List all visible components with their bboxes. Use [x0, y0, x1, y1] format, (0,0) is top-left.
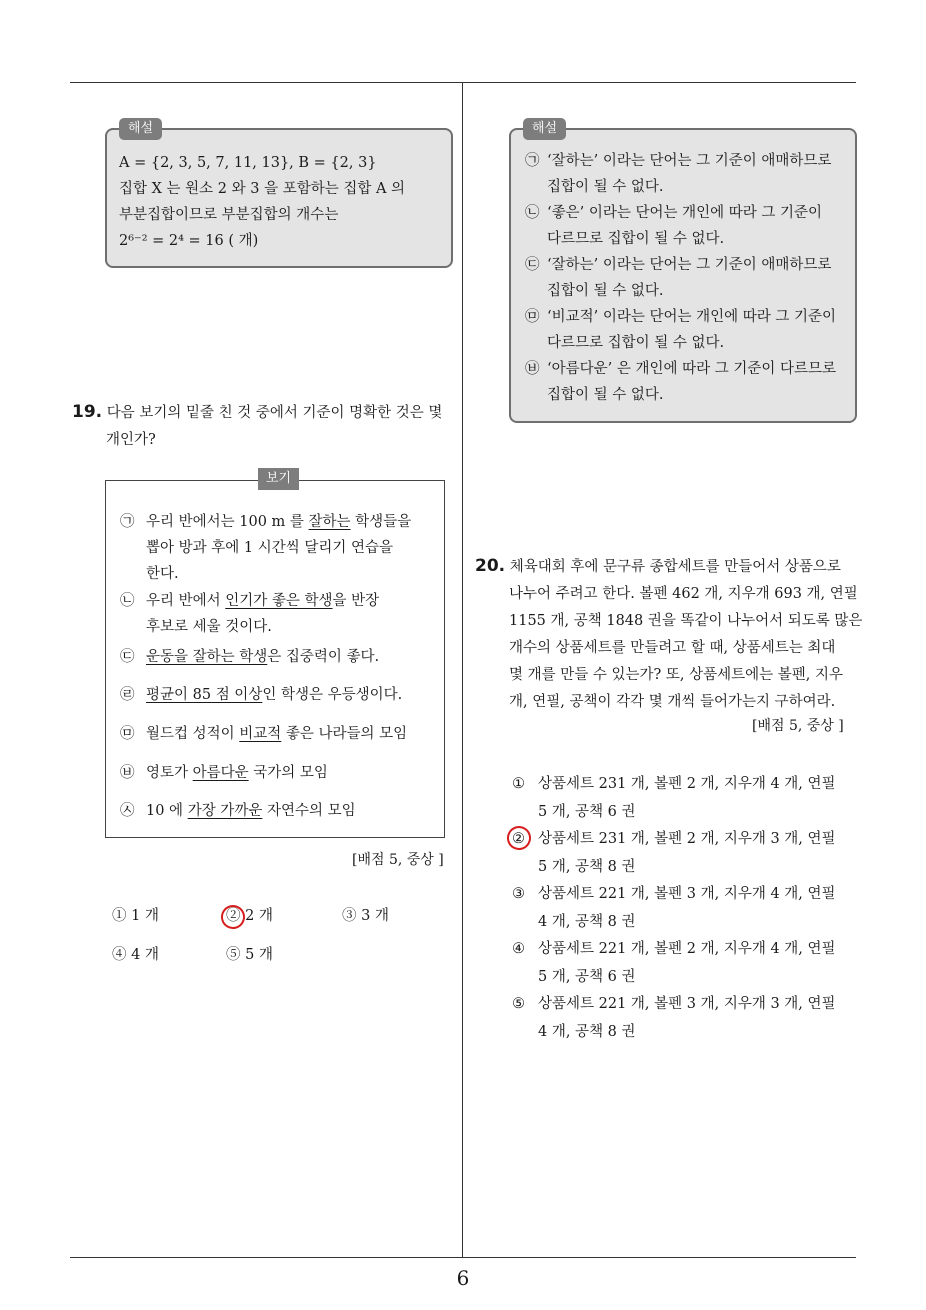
- choice-text: 상품세트 221 개, 볼펜 2 개, 지우개 4 개, 연필: [538, 941, 836, 957]
- choice-marker: ⑤: [512, 996, 525, 1012]
- item-marker: ㉤: [120, 726, 135, 742]
- item-text: 우리 반에서: [146, 593, 226, 609]
- solution-tag: 해설: [523, 118, 566, 140]
- solution-line: 2⁶⁻² = 2⁴ = 16 ( 개): [119, 233, 259, 249]
- choice-5[interactable]: [226, 942, 273, 968]
- option-1[interactable]: [512, 770, 852, 826]
- choice-text: 상품세트 221 개, 볼펜 3 개, 지우개 3 개, 연필: [538, 996, 836, 1012]
- option-2[interactable]: [512, 825, 852, 881]
- choice-marker: ④: [112, 947, 127, 963]
- example-item: [120, 588, 436, 640]
- item-text: 은 집중력이 좋다.: [267, 649, 380, 665]
- question-text: 체육대회 후에 문구류 종합세트를 만들어서 상품으로: [509, 559, 841, 575]
- underlined-phrase: 아름다운: [192, 765, 249, 781]
- item-text: 학생들을: [350, 514, 412, 530]
- item-marker: ㉠: [525, 153, 540, 169]
- choice-text: 4 개: [131, 947, 159, 963]
- choice-marker: ③: [512, 886, 525, 902]
- item-text: 을 반장: [332, 593, 380, 609]
- item-marker: ㉡: [525, 205, 540, 221]
- solution-text: 집합이 될 수 없다.: [547, 283, 664, 299]
- choice-text: 2 개: [245, 908, 273, 924]
- solution-tag: 해설: [119, 118, 162, 140]
- solution-text: ‘비교적’ 이라는 단어는 개인에 따라 그 기준이: [547, 309, 836, 325]
- choice-text: 5 개, 공책 8 권: [538, 859, 636, 875]
- example-item: [120, 798, 436, 824]
- question-text: 개수의 상품세트를 만들려고 할 때, 상품세트는 최대: [509, 640, 836, 656]
- item-text: 우리 반에서는 100 m 를: [146, 514, 309, 530]
- solution-text: 집합이 될 수 없다.: [547, 179, 664, 195]
- item-text: 뽑아 방과 후에 1 시간씩 달리기 연습을: [146, 540, 393, 556]
- example-item: [120, 682, 436, 708]
- item-text: 영토가: [146, 765, 193, 781]
- item-marker: ㉢: [525, 257, 540, 273]
- item-text: 국가의 모임: [248, 765, 328, 781]
- choice-marker: ③: [342, 908, 357, 924]
- solution-text: ‘좋은’ 이라는 단어는 개인에 따라 그 기준이: [547, 205, 822, 221]
- solution-item: [525, 148, 847, 200]
- underlined-phrase: 비교적: [239, 726, 282, 742]
- option-3[interactable]: [512, 880, 852, 936]
- underlined-phrase: 잘하는: [308, 514, 351, 530]
- option-4[interactable]: [512, 935, 852, 991]
- question-19: [72, 399, 457, 454]
- choice-marker: ①: [512, 776, 525, 792]
- item-marker: ㉤: [525, 309, 540, 325]
- choice-marker: ⑤: [226, 947, 241, 963]
- question-text: 몇 개를 만들 수 있는가? 또, 상품세트에는 볼펜, 지우: [509, 667, 844, 683]
- solution-text: 집합이 될 수 없다.: [547, 387, 664, 403]
- choice-marker: ②: [226, 908, 241, 924]
- choice-text: 5 개, 공책 6 권: [538, 804, 636, 820]
- item-marker: ㉥: [525, 361, 540, 377]
- item-text: 월드컵 성적이: [146, 726, 240, 742]
- question-text: 1155 개, 공책 1848 권을 똑같이 나누어서 되도록 많은: [509, 613, 863, 629]
- underlined-phrase: 운동을 잘하는 학생: [146, 649, 268, 665]
- choice-marker: ④: [512, 941, 525, 957]
- choice-text: 5 개: [245, 947, 273, 963]
- page-number: 6: [456, 1266, 470, 1290]
- underlined-phrase: 가장 가까운: [187, 803, 263, 819]
- bottom-rule: [70, 1257, 856, 1258]
- example-item: [120, 760, 436, 786]
- question-number: 20.: [475, 556, 506, 576]
- choice-3[interactable]: [342, 903, 389, 929]
- item-text: 좋은 나라들의 모임: [281, 726, 408, 742]
- choice-text: 상품세트 231 개, 볼펜 2 개, 지우개 3 개, 연필: [538, 831, 836, 847]
- choice-4[interactable]: [112, 942, 159, 968]
- option-5[interactable]: [512, 990, 852, 1046]
- solution-item: [525, 252, 847, 304]
- question-text: 개인가?: [106, 432, 156, 448]
- question-number: 19.: [72, 402, 103, 422]
- solution-line: 집합 X 는 원소 2 와 3 을 포함하는 집합 A 의: [119, 181, 406, 197]
- choice-text: 4 개, 공책 8 권: [538, 1024, 636, 1040]
- question-text: 나누어 주려고 한다. 볼펜 462 개, 지우개 693 개, 연필: [509, 586, 858, 602]
- choice-1[interactable]: [112, 903, 159, 929]
- item-marker: ㉠: [120, 514, 135, 530]
- solution-text: 다르므로 집합이 될 수 없다.: [547, 335, 725, 351]
- example-box: [105, 471, 445, 838]
- question-20: [475, 553, 863, 716]
- example-item: [120, 721, 436, 747]
- solution-text: ‘잘하는’ 이라는 단어는 그 기준이 애매하므로: [547, 257, 832, 273]
- item-text: 한다.: [146, 566, 179, 582]
- solution-box-left: [105, 121, 453, 268]
- solution-item: [525, 356, 847, 408]
- solution-text: ‘잘하는’ 이라는 단어는 그 기준이 애매하므로: [547, 153, 832, 169]
- choice-text: 3 개: [361, 908, 389, 924]
- solution-line: 부분집합이므로 부분집합의 개수는: [119, 207, 339, 223]
- item-marker: ㉥: [120, 765, 135, 781]
- item-text: 인 학생은 우등생이다.: [262, 687, 403, 703]
- column-divider: [462, 82, 463, 1257]
- choice-text: 5 개, 공책 6 권: [538, 969, 636, 985]
- item-marker: ㉡: [120, 593, 135, 609]
- item-text: 후보로 세울 것이다.: [146, 619, 272, 635]
- item-marker: ㉣: [120, 687, 135, 703]
- choice-marker: ②: [512, 831, 525, 847]
- underlined-phrase: 인기가 좋은 학생: [225, 593, 333, 609]
- solution-text: ‘아름다운’ 은 개인에 따라 그 기준이 다르므로: [547, 361, 836, 377]
- item-marker: ㉦: [120, 803, 135, 819]
- solution-item: [525, 200, 847, 252]
- score-label: [배점 5, 중상 ]: [352, 852, 444, 868]
- choice-marker: ①: [112, 908, 127, 924]
- choice-text: 상품세트 231 개, 볼펜 2 개, 지우개 4 개, 연필: [538, 776, 836, 792]
- example-item: [120, 644, 436, 670]
- solution-line: A = {2, 3, 5, 7, 11, 13}, B = {2, 3}: [119, 155, 377, 171]
- underlined-phrase: 평균이 85 점 이상: [146, 687, 263, 703]
- item-marker: ㉢: [120, 649, 135, 665]
- question-text: 다음 보기의 밑줄 친 것 중에서 기준이 명확한 것은 몇: [106, 405, 443, 421]
- item-text: 10 에: [146, 803, 188, 819]
- item-text: 자연수의 모임: [262, 803, 356, 819]
- choice-text: 1 개: [131, 908, 159, 924]
- choice-text: 상품세트 221 개, 볼펜 3 개, 지우개 4 개, 연필: [538, 886, 836, 902]
- example-item: [120, 509, 436, 587]
- solution-box-right: [509, 121, 857, 423]
- example-tag: 보기: [258, 468, 299, 490]
- solution-item: [525, 304, 847, 356]
- top-rule: [70, 82, 856, 83]
- choice-text: 4 개, 공책 8 권: [538, 914, 636, 930]
- solution-text: 다르므로 집합이 될 수 없다.: [547, 231, 725, 247]
- question-text: 개, 연필, 공책이 각각 몇 개씩 들어가는지 구하여라.: [509, 694, 836, 710]
- score-label: [배점 5, 중상 ]: [752, 718, 844, 734]
